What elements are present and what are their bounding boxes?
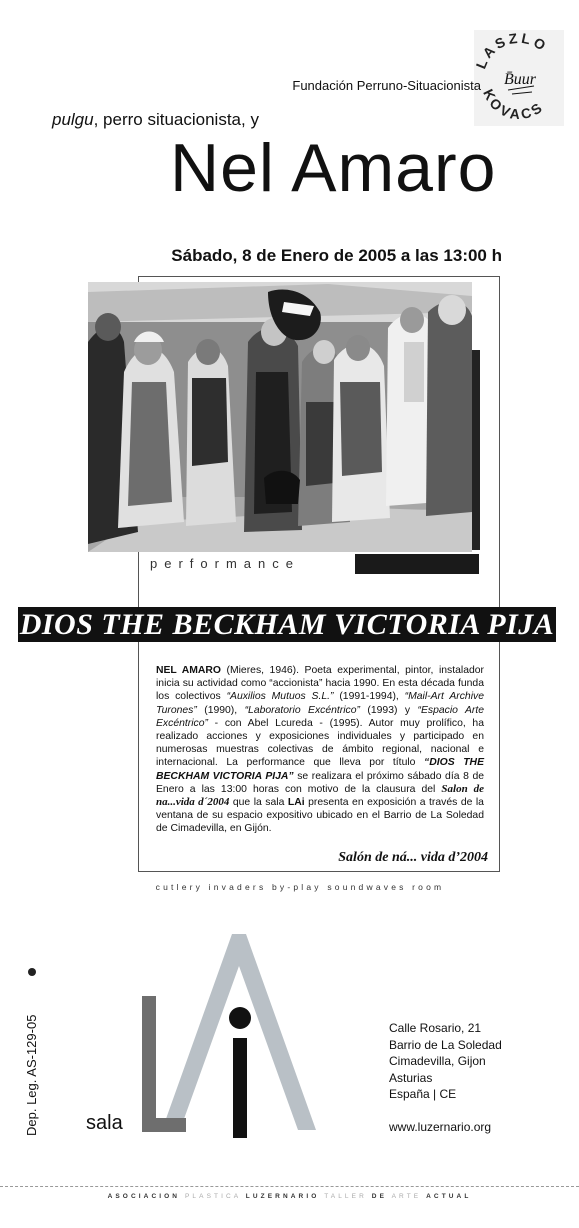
foundation-name: Fundación Perruno-Situacionista	[292, 78, 481, 93]
page-title: Nel Amaro	[170, 130, 497, 206]
artist-stamp	[474, 30, 564, 126]
exhibition-signature: Salón de ná... vida d’2004	[338, 850, 488, 865]
address-line: Cimadevilla, Gijon	[389, 1054, 486, 1068]
address-line: España | CE	[389, 1087, 457, 1101]
svg-text:KOVACS: KOVACS	[480, 86, 548, 123]
address-line: Barrio de La Soledad	[389, 1037, 502, 1052]
svg-text:LASZLO: LASZLO	[474, 30, 552, 72]
performance-photo	[88, 282, 472, 552]
address-line: Asturias	[389, 1070, 433, 1085]
artist-biography: NEL AMARO (Mieres, 1946). Poeta experimental, pintor, instalador inicia su actividad como “accionista” hacia 1990. En esta década funda los colectivos “Auxilios Mutuos S.L.” (1991-1994), “Mail-Art Archive Turones” (1990), “Laboratorio Excéntrico” (1993) y “Espacio Arte Excéntrico” - con Abel Lcureda - (1995). Autor muy prolífico, ha realizado acciones y exposiciones individuales y participado en numerosas muestras colectivas de ámbito regional, nacional e internacional. La performance que lleva por título “DIOS THE BECKHAM VICTORIA PIJA” se realizara el próximo sábado día 8 de Enero a las 13:00 horas con motivo de la clausura del Salon de na...vida d´2004 que la sala LAi presenta en exposición a través de la ventana de su espacio expositivo ubicado en el Barrio de La Soledad de Cimadevilla, en Gijón.	[156, 665, 484, 835]
lai-logo	[120, 930, 320, 1140]
subtitle: pulgu, perro situacionista, y	[52, 110, 259, 129]
svg-text:B̄uur: B̄uur	[504, 71, 536, 88]
deposit-mark-icon	[27, 964, 37, 974]
event-date: Sábado, 8 de Enero de 2005 a las 13:00 h	[171, 246, 502, 265]
address-line: Calle Rosario, 21	[389, 1021, 482, 1035]
website-link[interactable]: www.luzernario.org	[389, 1120, 492, 1134]
logo-sala-label: sala	[86, 1112, 123, 1134]
credit-line: cutlery invaders by-play soundwaves room	[155, 882, 445, 892]
association-footer: ASOCIACION PLASTICA LUZERNARIO TALLER DE ARTE ACTUAL	[107, 1193, 472, 1200]
legal-deposit: Dep. Leg. AS-129-05	[24, 1014, 39, 1136]
performance-title-banner: DIOS THE BECKHAM VICTORIA PIJA	[19, 608, 555, 641]
performance-label: performance	[150, 556, 300, 571]
performance-bar	[355, 554, 479, 574]
footer-divider	[0, 1186, 579, 1187]
address-block	[389, 1020, 502, 1103]
